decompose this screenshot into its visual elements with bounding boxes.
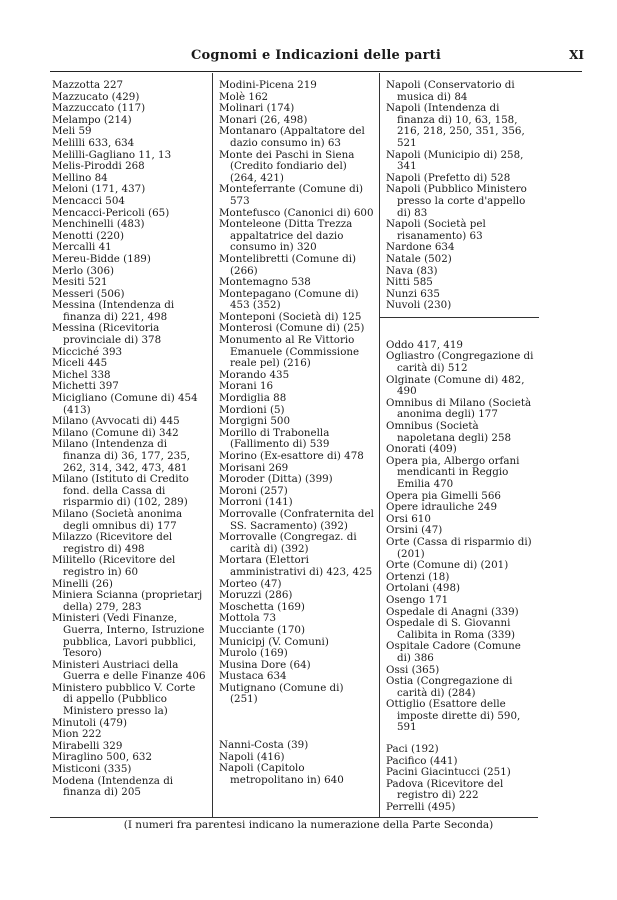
page-header — [50, 48, 582, 70]
index-entry: Morino (Ex-esattore di) 478 — [219, 450, 364, 462]
index-entry: Monteleone (Ditta Trezza appaltatrice del dazio consumo in) 320 — [219, 218, 353, 254]
index-entry: Morgigni 500 — [219, 415, 290, 428]
index-entry: Militello (Ricevitore del registro in) 60 — [52, 554, 176, 578]
index-entry: Ospedale di Anagni (339) — [386, 605, 519, 618]
index-entry: Nuvoli (230) — [386, 299, 452, 312]
index-entry: Melis-Piroddi 268 — [52, 160, 145, 173]
index-entry: Musina Dore (64) — [219, 658, 311, 671]
index-entry: Osengo 171 — [386, 593, 449, 606]
index-entry: Melampo (214) — [52, 113, 132, 126]
index-column-3 — [386, 80, 538, 816]
index-entry: Nitti 585 — [386, 276, 433, 289]
index-entry: Morisani 269 — [219, 461, 289, 474]
bottom-rule — [50, 817, 538, 818]
index-entry: Orsini (47) — [386, 524, 443, 537]
index-entry: Messeri (506) — [52, 287, 125, 300]
index-entry: Melilli 633, 634 — [52, 136, 135, 149]
section-gap — [219, 706, 374, 740]
index-entry: Ortolani (498) — [386, 582, 461, 595]
index-entry: Ottiglio (Esattore delle imposte dirette di) 590, 591 — [386, 698, 521, 734]
index-entry: Olginate (Comune di) 482, 490 — [386, 373, 525, 398]
index-entry: Mortara (Elettori amministrativi di) 423, 425 — [219, 554, 373, 578]
index-entry: Perrelli (495) — [386, 801, 456, 814]
index-entry: Menchinelli (483) — [52, 218, 145, 231]
index-entry: Moroder (Ditta) (399) — [219, 473, 333, 486]
index-entry: Mottola 73 — [219, 612, 277, 625]
index-entry: Murolo (169) — [219, 647, 288, 660]
index-entry: Modini-Picena 219 — [219, 79, 317, 91]
index-entry: Molè 162 — [219, 90, 269, 103]
index-entry: Omnibus di Milano (Società anonima degli) 177 — [386, 396, 532, 421]
index-entry: Mazzucato (429) — [52, 90, 140, 103]
index-entry: Mutignano (Comune di) (251) — [219, 681, 344, 706]
index-entry: Padova (Ricevitore del registro di) 222 — [386, 777, 504, 802]
index-entry: Mencacci-Pericoli (65) — [52, 206, 170, 219]
index-entry: Opere idrauliche 249 — [386, 501, 497, 514]
index-entry: Minelli (26) — [52, 577, 113, 590]
column-divider-2 — [379, 73, 380, 817]
header-rule — [50, 71, 582, 72]
index-entry: Meli 59 — [52, 125, 92, 138]
index-entry: Ministero pubblico V. Corte di appello (Pubblico Ministero presso la) — [52, 681, 196, 718]
index-entry: Mirabelli 329 — [52, 739, 123, 752]
index-entry: Meloni (171, 437) — [52, 183, 146, 196]
index-entry: Napoli (Intendenza di finanza di) 10, 63, 158, 216, 218, 250, 351, 356, 521 — [386, 102, 525, 149]
index-entry: Montefusco (Canonici di) 600 — [219, 206, 374, 219]
index-entry: Morrovalle (Congregaz. di carità di) (392) — [219, 531, 357, 555]
section-gap — [386, 312, 538, 340]
index-entry: Moschetta (169) — [219, 600, 305, 613]
index-entry: Mucciante (170) — [219, 623, 305, 636]
index-entry: Miraglino 500, 632 — [52, 751, 153, 764]
index-entry: Morteo (47) — [219, 577, 282, 590]
index-entry: Michetti 397 — [52, 380, 119, 393]
index-entry: Molinari (174) — [219, 102, 295, 115]
index-entry: Milano (Intendenza di finanza di) 36, 177, 235, 262, 314, 342, 473, 481 — [52, 438, 191, 474]
index-entry: Morani 16 — [219, 380, 274, 393]
index-entry: Moruzzi (286) — [219, 589, 293, 602]
index-entry: Misticoni (335) — [52, 763, 132, 776]
index-entry: Napoli (Società pel risanamento) 63 — [386, 218, 486, 242]
index-entry: Monteponi (Società di) 125 — [219, 310, 362, 323]
index-entry: Natale (502) — [386, 252, 452, 265]
index-entry: Ospitale Cadore (Comune di) 386 — [386, 640, 521, 664]
column-divider-1 — [212, 73, 213, 817]
index-entry: Menotti (220) — [52, 229, 124, 242]
index-entry: Melilli-Gagliano 11, 13 — [52, 148, 172, 161]
index-entry: Monari (26, 498) — [219, 113, 308, 126]
index-entry: Napoli (416) — [219, 750, 285, 763]
index-entry: Napoli (Conservatorio di musica di) 84 — [386, 79, 515, 103]
index-entry: Ossi (365) — [386, 663, 440, 676]
index-entry: Mustaca 634 — [219, 670, 287, 683]
index-entry: Mencacci 504 — [52, 194, 125, 207]
index-entry: Napoli (Pubblico Ministero presso la corte d'appello di) 83 — [386, 183, 527, 219]
index-entry: Mordioni (5) — [219, 403, 285, 416]
index-entry: Mazzuccato (117) — [52, 102, 146, 115]
index-entry: Mazzotta 227 — [52, 79, 124, 91]
index-entry: Oddo 417, 419 — [386, 338, 463, 351]
index-entry: Nardone 634 — [386, 241, 455, 254]
index-entry: Montemagno 538 — [219, 276, 311, 289]
index-entry: Paci (192) — [386, 743, 439, 756]
index-entry: Pacini Giacintucci (251) — [386, 766, 511, 779]
index-entry: Milano (Comune di) 342 — [52, 426, 179, 439]
index-entry: Mesiti 521 — [52, 276, 108, 289]
index-entry: Michel 338 — [52, 368, 111, 381]
index-entry: Ospedale di S. Giovanni Calibita in Roma (339) — [386, 617, 516, 641]
index-entry: Milazzo (Ricevitore del registro di) 498 — [52, 531, 173, 555]
index-entry: Messina (Ricevitoria provinciale di) 378 — [52, 322, 162, 347]
index-entry: Montanaro (Appaltatore del dazio consumo in) 63 — [219, 125, 365, 149]
index-entry: Opera pia, Albergo orfani mendicanti in Reggio Emilia 470 — [386, 454, 520, 490]
index-entry: Ogliastro (Congregazione di carità di) 512 — [386, 350, 534, 375]
index-entry: Morando 435 — [219, 368, 290, 381]
index-entry: Napoli (Municipio di) 258, 341 — [386, 148, 524, 173]
index-entry: Ministeri Austriaci della Guerra e delle Finanze 406 — [52, 658, 206, 683]
index-entry: Morroni (141) — [219, 496, 293, 509]
index-entry: Opera pia Gimelli 566 — [386, 489, 501, 502]
index-entry: Milano (Avvocati di) 445 — [52, 415, 180, 428]
index-entry: Milano (Società anonima degli omnibus di) 177 — [52, 507, 183, 532]
index-entry: Mordiglia 88 — [219, 392, 287, 405]
index-entry: Micciché 393 — [52, 345, 123, 358]
index-entry: Monumento al Re Vittorio Emanuele (Commissione reale pel) (216) — [219, 334, 360, 370]
index-entry: Morillo di Trabonella (Fallimento di) 539 — [219, 426, 330, 451]
index-entry: Monteferrante (Comune di) 573 — [219, 183, 364, 207]
index-entry: Municipj (V. Comuni) — [219, 635, 329, 648]
index-entry: Mercalli 41 — [52, 241, 112, 254]
index-column-1 — [52, 80, 207, 816]
index-entry: Merlo (306) — [52, 264, 115, 277]
index-entry: Mereu-Bidde (189) — [52, 252, 151, 265]
index-entry: Mellino 84 — [52, 171, 108, 184]
index-entry: Morrovalle (Confraternita del SS. Sacramento) (392) — [219, 507, 374, 532]
page-title: Cognomi e Indicazioni delle parti — [191, 48, 441, 63]
index-entry: Modena (Intendenza di finanza di) 205 — [52, 774, 174, 799]
index-entry: Omnibus (Società napoletana degli) 258 — [386, 420, 512, 444]
index-entry: Miceli 445 — [52, 357, 108, 370]
index-entry: Moroni (257) — [219, 484, 288, 497]
index-column-2 — [219, 80, 374, 816]
index-entry: Minutoli (479) — [52, 716, 127, 729]
index-entry: Nanni-Costa (39) — [219, 739, 309, 752]
index-entry: Messina (Intendenza di finanza di) 221, 498 — [52, 299, 175, 323]
index-entry: Monterosi (Comune di) (25) — [219, 322, 365, 335]
index-entry: Ortenzi (18) — [386, 570, 450, 583]
index-entry: Napoli (Prefetto di) 528 — [386, 171, 511, 184]
index-entry: Montepagano (Comune di) 453 (352) — [219, 287, 359, 312]
index-entry: Miniera Scianna (proprietarj della) 279, 283 — [52, 589, 203, 613]
index-entry: Micigliano (Comune di) 454 (413) — [52, 392, 198, 416]
index-entry: Ostia (Congregazione di carità di) (284) — [386, 675, 513, 699]
index-entry: Pacifico (441) — [386, 754, 458, 767]
index-entry: Milano (Istituto di Credito fond. della Cassa di risparmio di) (102, 289) — [52, 473, 189, 509]
footer-note: (I numeri fra parentesi indicano la numerazione della Parte Seconda) — [123, 819, 494, 831]
index-entry: Nunzi 635 — [386, 287, 440, 300]
index-entry: Nava (83) — [386, 264, 438, 277]
page-number: XI — [569, 48, 584, 62]
index-entry: Orte (Cassa di risparmio di) (201) — [386, 535, 532, 560]
index-entry: Montelibretti (Comune di) (266) — [219, 252, 357, 277]
index-entry: Onorati (409) — [386, 443, 457, 456]
index-entry: Orte (Comune di) (201) — [386, 559, 509, 572]
index-entry: Ministeri (Vedi Finanze, Guerra, Interno, Istruzione pubblica, Lavori pubblici, Tesoro) — [52, 612, 205, 660]
index-entry: Mion 222 — [52, 728, 102, 741]
index-entry: Napoli (Capitolo metropolitano in) 640 — [219, 762, 344, 786]
index-entry: Monte dei Paschi in Siena (Credito fondiario del) (264, 421) — [219, 148, 355, 184]
index-entry: Orsi 610 — [386, 512, 431, 525]
